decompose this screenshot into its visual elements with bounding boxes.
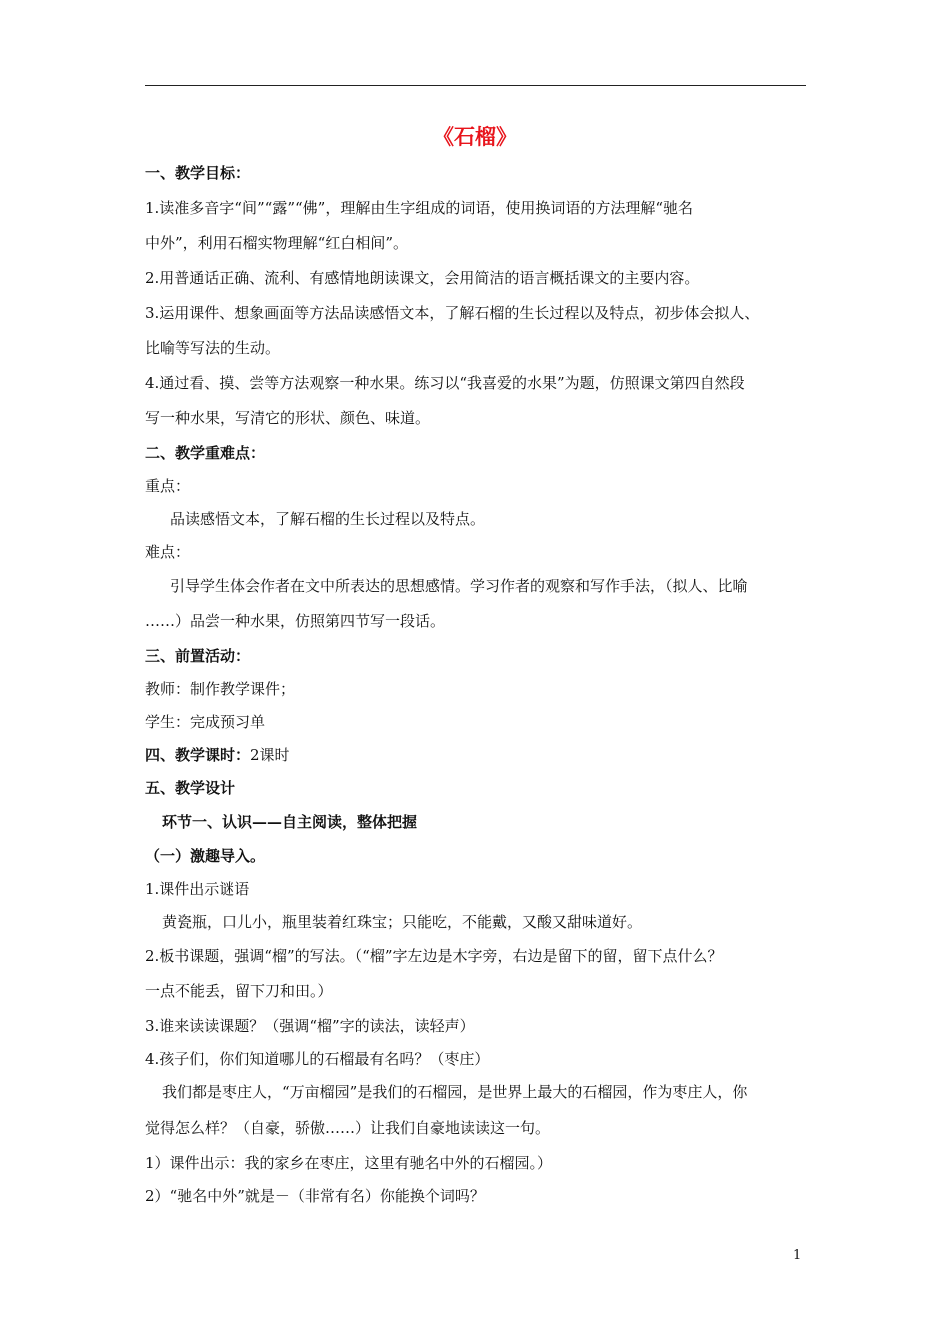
objective-2: 2.用普通话正确、流利、有感情地朗读课文，会用简洁的语言概括课文的主要内容。 xyxy=(145,269,700,287)
header-rule xyxy=(145,85,806,86)
part-1-heading: （一）激趣导入。 xyxy=(145,847,266,865)
riddle-text: 黄瓷瓶，口儿小，瓶里装着红珠宝；只能吃，不能戴，又酸又甜味道好。 xyxy=(162,913,643,931)
objective-3-line-1: 3.运用课件、想象画面等方法品读感悟文本，了解石榴的生长过程以及特点，初步体会拟人、 xyxy=(145,304,760,322)
page-number: 1 xyxy=(793,1248,802,1263)
document-title: 《石榴》 xyxy=(433,124,517,149)
difficult-point-label: 难点： xyxy=(145,543,191,561)
objective-1-line-2: 中外”，利用石榴实物理解“红白相间”。 xyxy=(145,234,409,252)
step-2-line-1: 2.板书课题，强调“榴”的写法。（“榴”字左边是木字旁，右边是留下的留，留下点什么？ xyxy=(145,947,723,965)
prep-student: 学生：完成预习单 xyxy=(145,713,266,731)
step-3: 3.谁来读读课题？（强调“榴”字的读法，读轻声） xyxy=(145,1017,475,1035)
key-point-label: 重点： xyxy=(145,477,191,495)
prep-heading: 三、前置活动： xyxy=(145,647,251,665)
difficult-point-line-1: 引导学生体会作者在文中所表达的思想感情。学习作者的观察和写作手法，（拟人、比喻 xyxy=(170,577,748,595)
sub-item-1: 1）课件出示：我的家乡在枣庄，这里有驰名中外的石榴园。） xyxy=(145,1154,553,1172)
difficult-point-line-2: ……）品尝一种水果，仿照第四节写一段话。 xyxy=(145,612,446,630)
objective-4-line-2: 写一种水果，写清它的形状、颜色、味道。 xyxy=(145,409,431,427)
sub-item-2: 2）“驰名中外”就是－（非常有名）你能换个词吗？ xyxy=(145,1187,485,1205)
objective-3-line-2: 比喻等写法的生动。 xyxy=(145,339,281,357)
step-2-line-2: 一点不能丢，留下刀和田。） xyxy=(145,982,333,1000)
hours-heading: 四、教学课时： xyxy=(145,746,251,764)
hours-line xyxy=(145,744,810,766)
stage-1-heading: 环节一、认识——自主阅读，整体把握 xyxy=(162,813,418,831)
paragraph-line-2: 觉得怎么样？（自豪，骄傲……）让我们自豪地读读这一句。 xyxy=(145,1119,551,1137)
difficulty-heading: 二、教学重难点： xyxy=(145,444,266,462)
step-1: 1.课件出示谜语 xyxy=(145,880,250,898)
key-point-text: 品读感悟文本，了解石榴的生长过程以及特点。 xyxy=(170,510,486,528)
prep-teacher: 教师：制作教学课件； xyxy=(145,680,296,698)
step-4: 4.孩子们，你们知道哪儿的石榴最有名吗？（枣庄） xyxy=(145,1050,490,1068)
hours-value: 2课时 xyxy=(250,746,290,764)
objective-1-line-1: 1.读准多音字“间”“露”“佛”，理解由生字组成的词语，使用换词语的方法理解“驰名 xyxy=(145,199,693,217)
objectives-heading: 一、教学目标： xyxy=(145,164,251,182)
paragraph-line-1: 我们都是枣庄人，“万亩榴园”是我们的石榴园，是世界上最大的石榴园，作为枣庄人，你 xyxy=(162,1083,748,1101)
objective-4-line-1: 4.通过看、摸、尝等方法观察一种水果。练习以“我喜爱的水果”为题，仿照课文第四自然段 xyxy=(145,374,745,392)
design-heading: 五、教学设计 xyxy=(145,779,236,797)
